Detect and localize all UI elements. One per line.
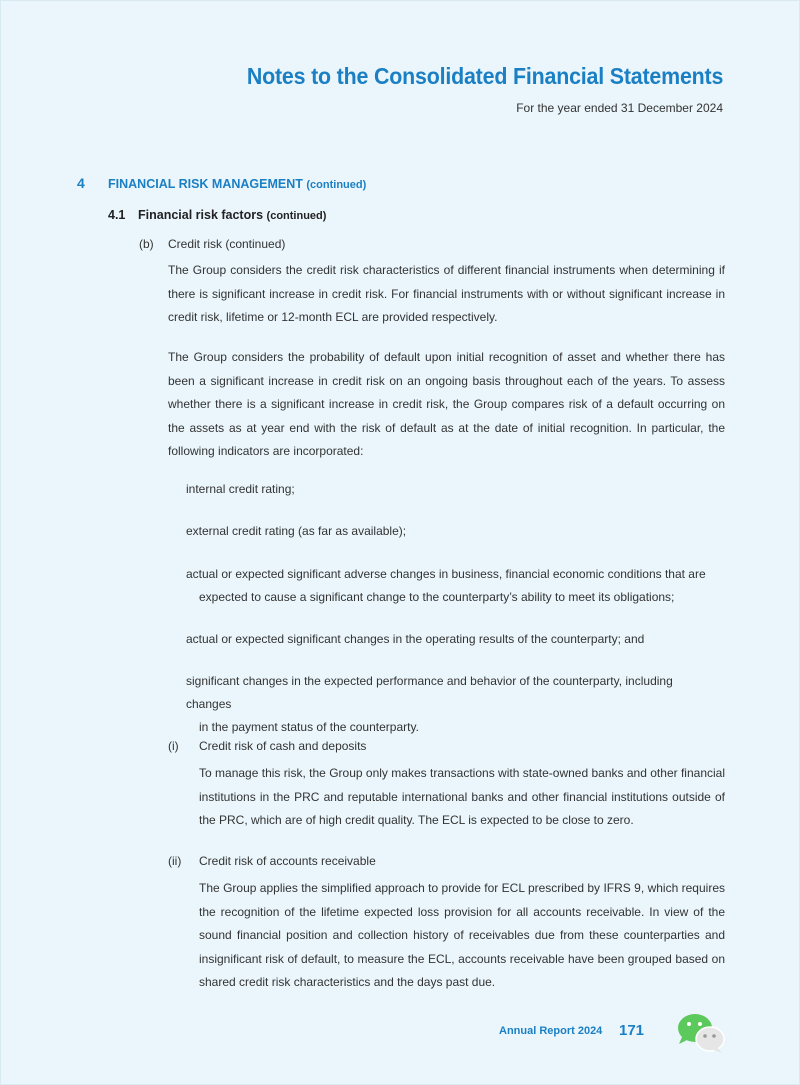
bullet-item [186,478,716,501]
bullet-item [186,563,716,609]
paragraph-2: The Group considers the probability of default upon initial recognition of asset and whether there has been a significant increase in credit risk on an ongoing basis throughout each of the years. To assess whether there is a significant increase in credit risk, the Group compares risk of a default occurring on the assets as at year end with the risk of default as at the date of initial recognition. In particular, the following indicators are incorporated: [168,350,725,458]
section-continued: (continued) [306,179,367,191]
bullet-line: external credit rating (as far as available); [186,524,407,538]
item-ii-heading [168,854,376,868]
section-number: 4 [77,175,85,191]
item-ii-label: (ii) [168,854,182,868]
footer-label: Annual Report 2024 [499,1025,603,1037]
bullet-line: actual or expected significant changes in the operating results of the counterparty; and [186,632,645,646]
item-b-title: Credit risk (continued) [168,237,286,251]
bullet-item [186,520,716,543]
item-i-title: Credit risk of cash and deposits [199,739,367,753]
item-b-label: (b) [139,237,154,251]
item-i-heading [168,739,366,753]
bullet-item [186,670,716,739]
subsection-continued: (continued) [266,210,327,222]
page-header [211,63,723,115]
bullet-item [186,628,716,651]
item-i-label: (i) [168,739,179,753]
item-b-heading [139,237,285,251]
bullet-line-continued: expected to cause a significant change to the counterparty’s ability to meet its obligations; [199,590,675,604]
bullet-line: significant changes in the expected performance and behavior of the counterparty, including changes [186,674,673,711]
bullet-line: internal credit rating; [186,482,295,496]
subsection-number: 4.1 [108,208,126,222]
item-ii-text: The Group applies the simplified approach to provide for ECL prescribed by IFRS 9, which requires the recognition of the lifetime expected loss provision for all accounts receivable. In view of the sound financial position and collection history of receivables due from these counterparties and insignificant risk of default, to measure the ECL, accounts receivable have been grouped based on shared credit risk characteristics and the days past due. [199,881,725,989]
page-number: 171 [619,1022,645,1039]
page-subtitle: For the year ended 31 December 2024 [516,101,723,115]
bullet-line: actual or expected significant adverse changes in business, financial economic conditions that are [186,567,706,581]
item-ii-title: Credit risk of accounts receivable [199,854,376,868]
chat-bubbles-icon [676,1011,726,1053]
paragraph-1: The Group considers the credit risk characteristics of different financial instruments when determining if there is significant increase in credit risk. For financial instruments with or without significant increase in credit risk, lifetime or 12-month ECL are provided respectively. [168,263,725,324]
bullet-line-continued: in the payment status of the counterparty. [199,720,419,734]
section-title: FINANCIAL RISK MANAGEMENT [108,177,303,191]
item-i-text: To manage this risk, the Group only makes transactions with state-owned banks and other financial institutions in the PRC and reputable international banks and other financial institutions outside of the PRC, which are of high credit quality. The ECL is expected to be close to zero. [199,766,725,827]
page-title: Notes to the Consolidated Financial Statements [246,63,723,89]
subsection-heading [108,208,326,222]
subsection-title: Financial risk factors [138,208,264,222]
section-heading [77,175,366,191]
